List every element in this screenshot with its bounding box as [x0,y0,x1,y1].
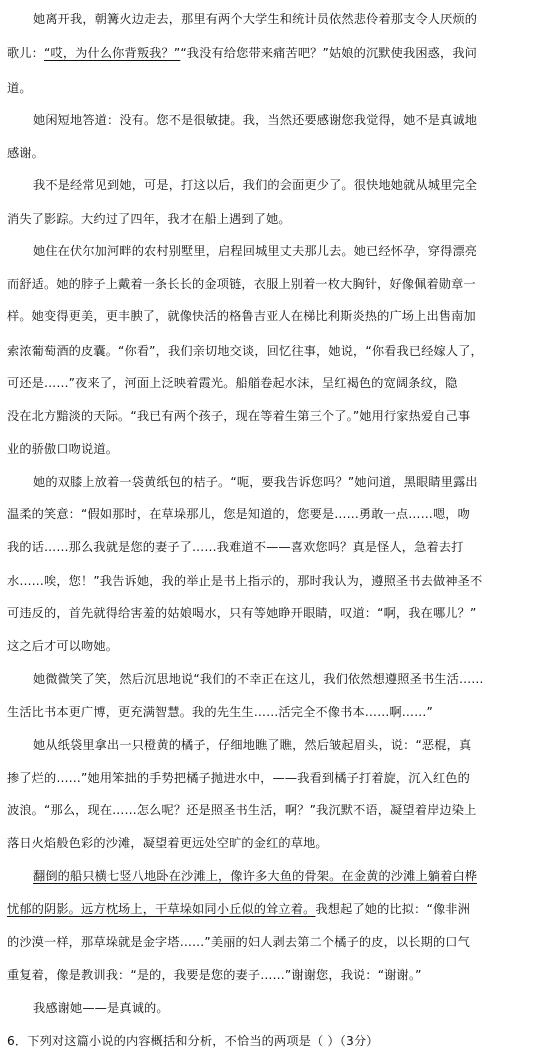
text-segment: 她住在伏尔加河畔的农村别墅里，启程回城里丈夫那儿去。她已经怀孕，穿得漂亮 [33,244,478,258]
text-line [7,140,44,166]
text-line [7,403,470,429]
text-segment: 她的双膝上放着一袋黄纸包的桔子。“呃，要我告诉您吗？”她问道，黑眼睛里露出 [33,475,478,489]
text-segment: 我感谢她——是真诚的。 [33,1001,169,1015]
text-segment: 感谢。 [7,146,45,160]
text-segment: 歌儿： [7,46,45,60]
text-segment: 她闲短地答道：没有。您不是很敏捷。我，当然还要感谢您我觉得，她不是真诚地 [33,113,478,127]
text-segment: 而舒适。她的脖子上戴着一条长长的金项链，衣服上别着一枚大胸针，好像佩着勋章一 [7,277,476,291]
text-segment: 温柔的笑意：“假如那时，在草垛那儿，您是知道的，您要是……勇敢一点……嗯，吻 [7,507,470,521]
text-segment: 掺了烂的……”她用笨拙的手势把橘子抛进水中，——我看到橘子打着旋，沉入红色的 [7,771,470,785]
text-segment: 落日火焰般色彩的沙滩，凝望着更远处空旷的金红的草地。 [7,836,328,850]
text-line [7,271,476,297]
text-line [7,303,476,329]
text-line [33,6,477,32]
text-line [7,797,476,823]
text-segment: 可还是……”夜来了，河面上泛映着霞光。船艏卷起水沫，呈红褐色的宽阔条纹，隐 [7,376,458,390]
text-segment: 6．下列对这篇小说的内容概括和分析，不恰当的两项是（ ）（3分） [7,1034,379,1048]
text-line [33,172,477,198]
text-segment: 我不是经常见到她，可是，打这以后，我们的会面更少了。很快地她就从城里完全 [33,178,478,192]
question-text [7,1028,379,1054]
text-line [33,995,169,1021]
text-line [7,40,477,66]
text-line [7,370,458,396]
text-line [7,633,118,659]
text-segment: 水……唉，您！”我告诉她，我的举止是书上指示的，那时我认为，遵照圣书去做神圣不 [7,574,483,588]
text-line [7,436,118,462]
text-segment: 这之后才可以吻她。 [7,639,119,653]
text-segment: “我没有给您带来痛苦吧？”姑娘的沉默使我困惑，我问 [180,46,478,60]
text-segment: 重复着，像是教训我：“是的，我要是您的妻子……”谢谢您，我说：“谢谢。” [7,968,422,982]
text-line [7,568,482,594]
text-line [7,75,32,101]
text-line [33,469,478,495]
text-segment: 生活比书本更广博，更充满智慧。我的先生生……活完全不像书本……啊……” [7,705,433,719]
underlined-text: “哎，为什么你背叛我？” [44,46,181,60]
underlined-text: 翻倒的船只横七竖八地卧在沙滩上，像许多大鱼的骨架。在金黄的沙滩上躺着白桦 [33,869,478,883]
text-segment: 波浪。“那么，现在……怎么呢？还是照圣书生活，啊？”我沉默不语，凝望着岸边染上 [7,803,477,817]
text-line [7,962,422,988]
text-segment: 她离开我，朝篝火边走去，那里有两个大学生和统计员依然悲伶着那支令人厌烦的 [33,12,478,26]
text-segment: 她微微笑了笑，然后沉思地说“我们的不幸正在这儿，我们依然想遵照圣书生活…… [33,672,484,686]
text-line [7,338,483,364]
text-line [7,765,470,791]
text-line [7,534,464,560]
text-segment: 业的骄傲口吻说道。 [7,442,119,456]
text-line [7,600,476,626]
text-segment: 的沙漠一样，那草垛就是金字塔……”美丽的妇人剥去第二个橘子的皮，以长期的口气 [7,935,470,949]
text-segment: 索浓葡萄酒的皮囊。“你看”，我们亲切地交谈，回忆往事，她说，“你看我已经嫁人了， [7,344,483,358]
text-line [33,732,471,758]
text-segment: 道。 [7,81,32,95]
text-segment: 我的话……那么我就是您的妻子了……我难道不——喜欢您吗？真是怪人，急着去打 [7,540,464,554]
text-line [7,830,328,856]
text-line [7,929,470,955]
text-line [33,666,484,692]
text-line [33,107,477,133]
text-segment: 她从纸袋里拿出一只橙黄的橘子，仔细地瞧了瞧，然后皱起眉头，说：“恶棍，真 [33,738,472,752]
text-segment: 没在北方黯淡的天际。“我已有两个孩子，现在等着生第三个了。”她用行家热爱自己事 [7,409,471,423]
text-line [7,206,291,232]
text-segment: 消失了影踪。大约过了四年，我才在船上遇到了她。 [7,212,291,226]
text-line [7,699,433,725]
text-line [33,863,477,889]
text-segment: 可违反的，首先就得给害羞的姑娘喝水，只有等她睁开眼睛，叹道：“啊，我在哪儿？” [7,606,477,620]
text-segment: 样。她变得更美，更丰腴了，就像快活的格鲁吉亚人在梯比利斯炎热的广场上出售南加 [7,309,476,323]
text-segment: 我想起了她的比拟：“像非洲 [315,902,470,916]
text-line [33,238,477,264]
text-line [7,501,470,527]
underlined-text: 忧郁的阴影。远方枕场上，干草垛如同小丘似的耸立着。 [7,902,316,916]
text-line [7,896,470,922]
